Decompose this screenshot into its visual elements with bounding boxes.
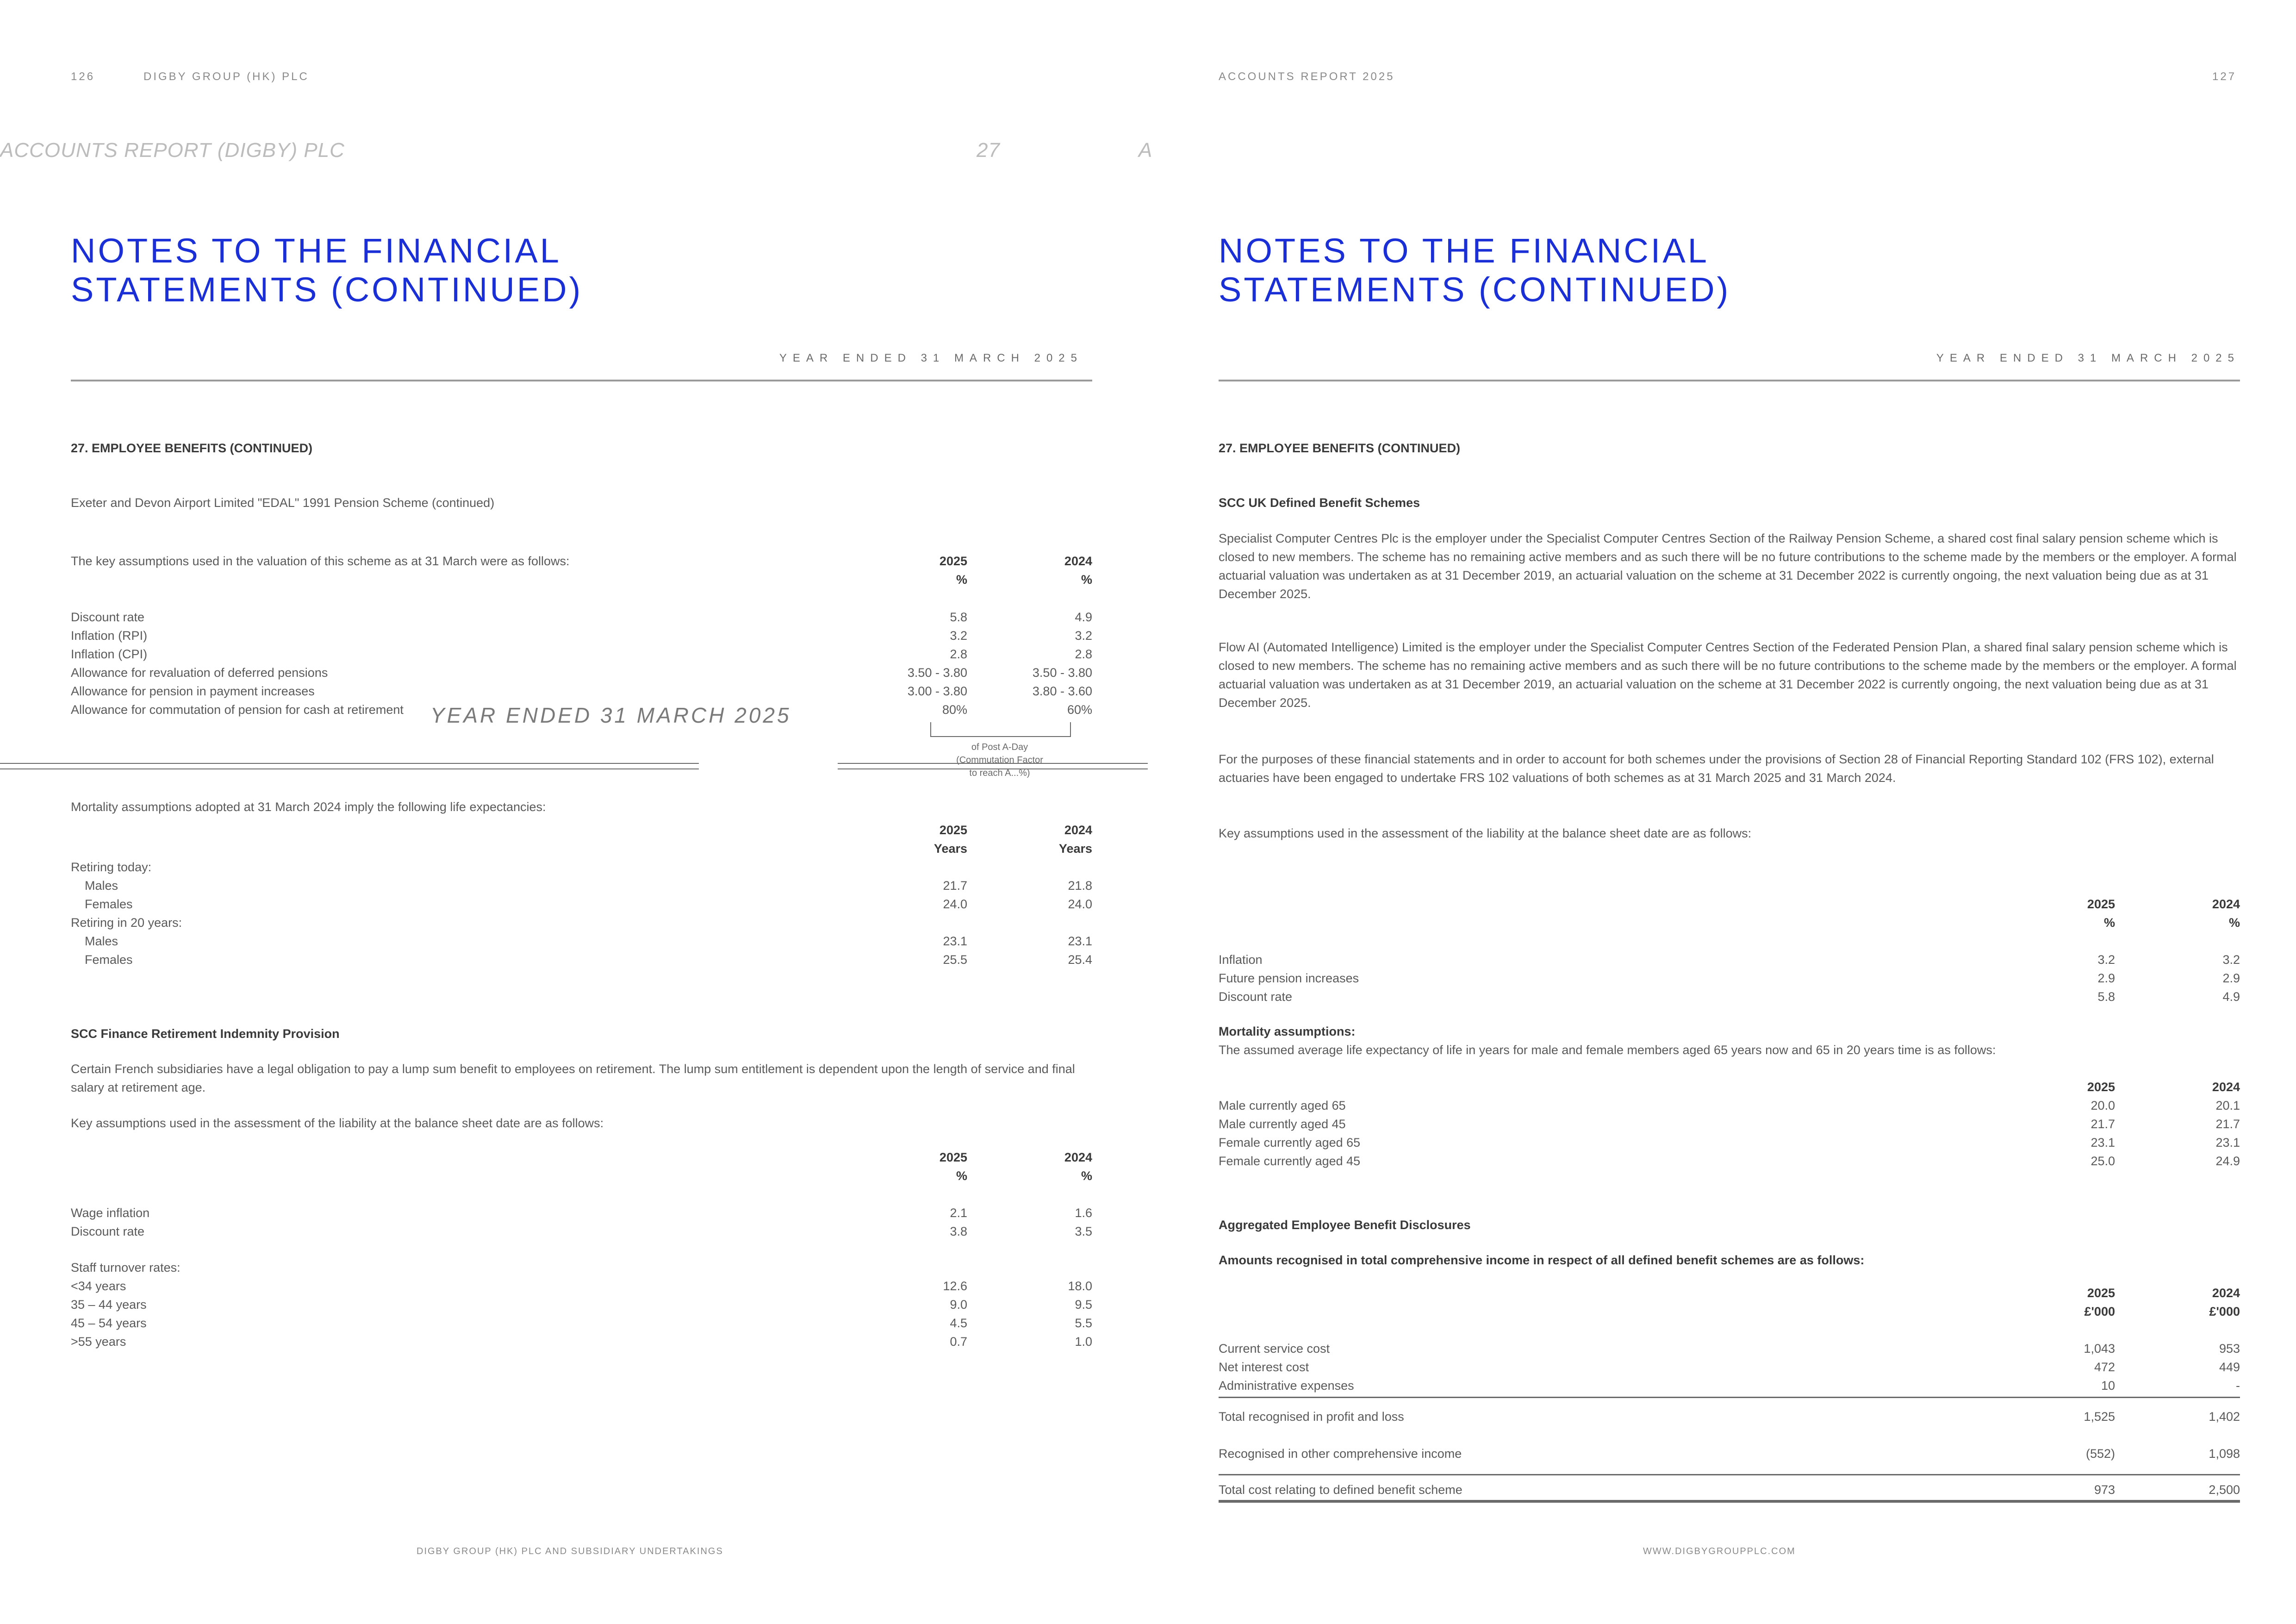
row-label: Allowance for commutation of pension for cash at retirement [71,703,404,717]
row-label: Male currently aged 45 [1219,1117,1346,1131]
column-unit: % [1081,573,1092,587]
table-header-row [71,821,1092,839]
row-value-2025: 25.0 [2091,1154,2115,1168]
assumptions-intro: The key assumptions used in the valuation of this scheme as at 31 March were as follows: [71,554,570,568]
row-value-2024: - [2236,1379,2240,1393]
row-value-2025: 24.0 [943,897,967,911]
paragraph: For the purposes of these financial statements and in order to account for both schemes under the provisions of Section 28 of Financial Reporting Standard 102 (FRS 102), external actuaries have been engaged to undertake FRS 102 valuations of both schemes as at 31 March 2025 and 31 March 2024. [1219,752,2214,785]
aggregated-grand-total-row [1219,1480,2240,1499]
row-value-2024: 2.9 [2222,971,2240,985]
row-label: Total cost relating to defined benefit scheme [1219,1483,1462,1497]
table-unit-row [1219,1302,2240,1321]
row-label: Retiring today: [71,860,152,874]
row-value-2025: 5.8 [950,610,967,624]
row-label: Inflation (CPI) [71,647,148,661]
row-label: 45 – 54 years [71,1316,147,1330]
table-header-row [1219,1078,2240,1096]
row-value-2025: 4.5 [950,1316,967,1330]
row-label: Discount rate [71,610,145,624]
row-label: Females [85,953,133,967]
table-row [1219,1407,2240,1426]
row-value-2025: 2.8 [950,647,967,661]
title-line-2: STATEMENTS (CONTINUED) [1219,270,1731,309]
column-unit: % [956,573,967,587]
table-row [71,1222,1092,1241]
table-row [1219,987,2240,1006]
table-row [1219,1133,2240,1152]
overlay-year-text: YEAR ENDED 31 MARCH 2025 [430,703,791,727]
year-ended-line: YEAR ENDED 31 MARCH 2025 [1936,352,2240,364]
aggregated-table [1219,1284,2240,1321]
row-value-2024: 60% [1067,703,1092,717]
double-rule-right [838,763,1148,769]
ghost-page-number: 27 [977,139,1000,162]
title-line-1: NOTES TO THE FINANCIAL [71,231,561,270]
row-value-2024: 3.50 - 3.80 [1032,666,1092,680]
table-row [71,645,1092,663]
total-rule [1219,1500,2240,1503]
row-value-2025: 3.2 [2097,953,2115,967]
subsection-heading: SCC UK Defined Benefit Schemes [1219,496,1420,510]
row-value-2024: 1.0 [1075,1335,1092,1349]
page-number: 126 [71,70,95,83]
row-label: >55 years [71,1335,126,1349]
table-row [71,1277,1092,1295]
column-header: 2024 [2212,1286,2240,1300]
bracket-note-line: of Post A-Day [971,742,1028,752]
scc-uk-rows [1219,950,2240,1006]
column-unit: £'000 [2084,1305,2115,1318]
row-value-2025: 80% [942,703,967,717]
bracket-note-line: to reach A...%) [969,768,1030,778]
row-value-2025: 23.1 [2091,1136,2115,1149]
mortality-heading: Mortality assumptions: [1219,1024,1356,1038]
row-label: Male currently aged 65 [1219,1099,1346,1112]
row-value-2025: 1,043 [2084,1342,2115,1355]
section-heading: 27. EMPLOYEE BENEFITS (CONTINUED) [71,441,313,455]
row-label: <34 years [71,1279,126,1293]
row-value-2024: 20.1 [2215,1099,2240,1112]
double-rule-left [0,763,699,769]
subsection-heading: SCC Finance Retirement Indemnity Provision [71,1027,340,1041]
aggregated-total-row [1219,1407,2240,1426]
table-row [71,932,1092,950]
scc-finance-rows [71,1204,1092,1241]
table-row [71,876,1092,895]
bracket-note [907,741,1092,780]
row-value-2024: 3.80 - 3.60 [1032,684,1092,698]
table-row [1219,1152,2240,1170]
table-row [71,682,1092,700]
row-label: Female currently aged 45 [1219,1154,1361,1168]
row-value-2024: 18.0 [1068,1279,1092,1293]
table-row [1219,1376,2240,1395]
scheme-title: Exeter and Devon Airport Limited "EDAL" 1991 Pension Scheme (continued) [71,496,495,510]
row-label: Total recognised in profit and loss [1219,1410,1404,1424]
column-header: 2025 [939,554,967,568]
paragraph: Flow AI (Automated Intelligence) Limited is the employer under the Specialist Computer Centres Section of the Federated Pension Plan, a shared final salary pension scheme which is closed to new members. The scheme has no remaining active members and as such there will be no future contributions to the scheme made by the members or the employer. A formal actuarial valuation was undertaken as at 31 December 2019, an actuarial valuation on the scheme at 31 December 2022 is currently ongoing, the next valuation being due as at 31 December 2025. [1219,640,2237,710]
column-header: 2024 [1064,823,1092,837]
row-label: Discount rate [1219,990,1293,1004]
table-row [71,950,1092,969]
table-row [71,663,1092,682]
title-line-1: NOTES TO THE FINANCIAL [1219,231,1709,270]
column-unit: Years [933,842,967,856]
page-footer: WWW.DIGBYGROUPPLC.COM [1643,1546,1796,1556]
row-value-2024: 2.8 [1075,647,1092,661]
row-value-2024: 24.0 [1068,897,1092,911]
column-header: 2025 [2087,897,2115,911]
column-header: 2024 [1064,554,1092,568]
subsection-subheading: Amounts recognised in total comprehensive income in respect of all defined benefit schemes are as follows: [1219,1253,1865,1267]
row-label: Females [85,897,133,911]
row-value-2025: 3.8 [950,1224,967,1238]
scc-finance-table [71,1148,1092,1185]
paragraph: Certain French subsidiaries have a legal obligation to pay a lump sum benefit to employees on retirement. The lump sum entitlement is dependent upon the length of service and final salary at retirement age. [71,1062,1075,1094]
turnover-rows [71,1258,1092,1351]
column-header: 2025 [2087,1286,2115,1300]
table-header-row [71,552,1092,570]
row-label: Males [85,879,118,893]
row-value-2024: 21.8 [1068,879,1092,893]
row-label: Future pension increases [1219,971,1359,985]
row-value-2024: 2,500 [2209,1483,2240,1497]
row-value-2024: 23.1 [1068,934,1092,948]
row-label: Female currently aged 65 [1219,1136,1361,1149]
header-rule [71,380,1092,381]
column-header: 2025 [2087,1080,2115,1094]
column-unit: % [1081,1169,1092,1183]
table-row [71,913,1092,932]
row-label: Males [85,934,118,948]
row-value-2025: 23.1 [943,934,967,948]
ghost-header-text: ACCOUNTS REPORT (DIGBY) PLC [0,139,345,162]
aggregated-oci-row [1219,1444,2240,1463]
table-row [1219,1339,2240,1358]
scc-uk-table [1219,895,2240,932]
row-value-2025: 0.7 [950,1335,967,1349]
row-value-2024: 24.9 [2215,1154,2240,1168]
row-label: Current service cost [1219,1342,1330,1355]
column-header: 2024 [2212,897,2240,911]
row-value-2024: 1.6 [1075,1206,1092,1220]
column-unit: % [956,1169,967,1183]
table-row [71,1314,1092,1332]
section-heading: 27. EMPLOYEE BENEFITS (CONTINUED) [1219,441,1461,455]
table-row [71,858,1092,876]
table-row [1219,969,2240,987]
column-header: 2025 [939,823,967,837]
table-row [71,1258,1092,1277]
row-value-2025: 2.9 [2097,971,2115,985]
table-row [71,608,1092,626]
column-header: 2024 [1064,1150,1092,1164]
row-label: Staff turnover rates: [71,1261,180,1274]
assumptions-intro: Key assumptions used in the assessment of the liability at the balance sheet date are as follows: [1219,826,1752,840]
row-label: 35 – 44 years [71,1298,147,1312]
paragraph: The assumed average life expectancy of life in years for male and female members aged 65 years now and 65 in 20 years time is as follows: [1219,1043,1996,1057]
subtotal-rule [1219,1474,2240,1475]
row-value-2025: 3.2 [950,629,967,643]
table-unit-row [71,570,1092,589]
ghost-letter: A [1139,139,1153,162]
page-number: 127 [2212,70,2237,83]
table-row [71,1204,1092,1222]
row-value-2024: 9.5 [1075,1298,1092,1312]
running-head: ACCOUNTS REPORT 2025 [1219,70,1395,83]
row-value-2025: 21.7 [943,879,967,893]
right-page [1148,0,2296,1624]
page-title [1219,231,1959,309]
row-value-2024: 1,098 [2209,1447,2240,1461]
subsection-heading: Aggregated Employee Benefit Disclosures [1219,1218,1471,1232]
row-value-2024: 449 [2219,1360,2240,1374]
row-value-2024: 3.2 [2222,953,2240,967]
table-row [1219,1115,2240,1133]
column-unit: Years [1058,842,1092,856]
year-ended-line: YEAR ENDED 31 MARCH 2025 [779,352,1083,364]
row-value-2025: (552) [2085,1447,2115,1461]
row-value-2025: 3.50 - 3.80 [907,666,967,680]
row-label: Administrative expenses [1219,1379,1354,1393]
table-row [1219,1480,2240,1499]
subtotal-rule [1219,1397,2240,1398]
row-value-2024: 3.5 [1075,1224,1092,1238]
table-row [71,1295,1092,1314]
row-value-2025: 12.6 [943,1279,967,1293]
row-value-2025: 3.00 - 3.80 [907,684,967,698]
paragraph: Specialist Computer Centres Plc is the employer under the Specialist Computer Centres Section of the Railway Pension Scheme, a shared cost final salary pension scheme which is closed to new members. The scheme has no remaining active members and as such there will be no future contributions to the scheme made by the members or the employer. A formal actuarial valuation was undertaken as at 31 December 2019, an actuarial valuation on the scheme at 31 December 2022 is currently ongoing, the next valuation being due as at 31 December 2025. [1219,531,2237,601]
row-value-2025: 2.1 [950,1206,967,1220]
table-unit-row [1219,913,2240,932]
assumptions-intro: Key assumptions used in the assessment of the liability at the balance sheet date are as follows: [71,1116,604,1130]
row-value-2024: 4.9 [1075,610,1092,624]
assumptions-rows [71,608,1092,719]
mortality-table [71,821,1092,969]
assumptions-table [71,552,1092,589]
row-value-2024: 1,402 [2209,1410,2240,1424]
row-value-2024: 21.7 [2215,1117,2240,1131]
table-row [71,1332,1092,1351]
row-label: Allowance for revaluation of deferred pensions [71,666,328,680]
scc-uk-mortality-table [1219,1078,2240,1170]
row-label: Inflation (RPI) [71,629,148,643]
row-value-2024: 4.9 [2222,990,2240,1004]
column-unit: % [2103,916,2115,930]
row-value-2024: 3.2 [1075,629,1092,643]
row-label: Discount rate [71,1224,145,1238]
table-unit-row [71,1167,1092,1185]
row-value-2025: 5.8 [2097,990,2115,1004]
column-header: 2024 [2212,1080,2240,1094]
row-label: Recognised in other comprehensive income [1219,1447,1462,1461]
row-value-2025: 21.7 [2091,1117,2115,1131]
table-header-row [1219,1284,2240,1302]
table-row [1219,950,2240,969]
table-row [1219,1358,2240,1376]
row-value-2024: 25.4 [1068,953,1092,967]
row-value-2024: 23.1 [2215,1136,2240,1149]
column-unit: % [2228,916,2240,930]
column-unit: £'000 [2209,1305,2240,1318]
row-label: Allowance for pension in payment increases [71,684,315,698]
row-value-2025: 25.5 [943,953,967,967]
column-header: 2025 [939,1150,967,1164]
table-row [1219,1096,2240,1115]
running-head: DIGBY GROUP (HK) PLC [143,70,309,83]
row-value-2025: 472 [2094,1360,2115,1374]
row-value-2024: 5.5 [1075,1316,1092,1330]
row-label: Inflation [1219,953,1263,967]
title-line-2: STATEMENTS (CONTINUED) [71,270,583,309]
row-value-2025: 973 [2094,1483,2115,1497]
page-footer: DIGBY GROUP (HK) PLC AND SUBSIDIARY UNDERTAKINGS [417,1546,723,1556]
row-label: Wage inflation [71,1206,150,1220]
row-value-2025: 10 [2101,1379,2115,1393]
table-row [71,626,1092,645]
table-row [1219,1444,2240,1463]
header-rule [1219,380,2240,381]
table-header-row [1219,895,2240,913]
page-title [71,231,811,309]
table-header-row [71,1148,1092,1167]
row-value-2025: 1,525 [2084,1410,2115,1424]
bracket-note-line: (Commutation Factor [956,755,1043,765]
row-value-2025: 20.0 [2091,1099,2115,1112]
row-label: Retiring in 20 years: [71,916,182,930]
table-row [71,895,1092,913]
row-value-2024: 953 [2219,1342,2240,1355]
mortality-intro: Mortality assumptions adopted at 31 March 2024 imply the following life expectancies: [71,800,546,814]
table-unit-row [71,839,1092,858]
row-label: Net interest cost [1219,1360,1309,1374]
aggregated-rows [1219,1339,2240,1395]
bracket-mark [930,722,1071,737]
row-value-2025: 9.0 [950,1298,967,1312]
